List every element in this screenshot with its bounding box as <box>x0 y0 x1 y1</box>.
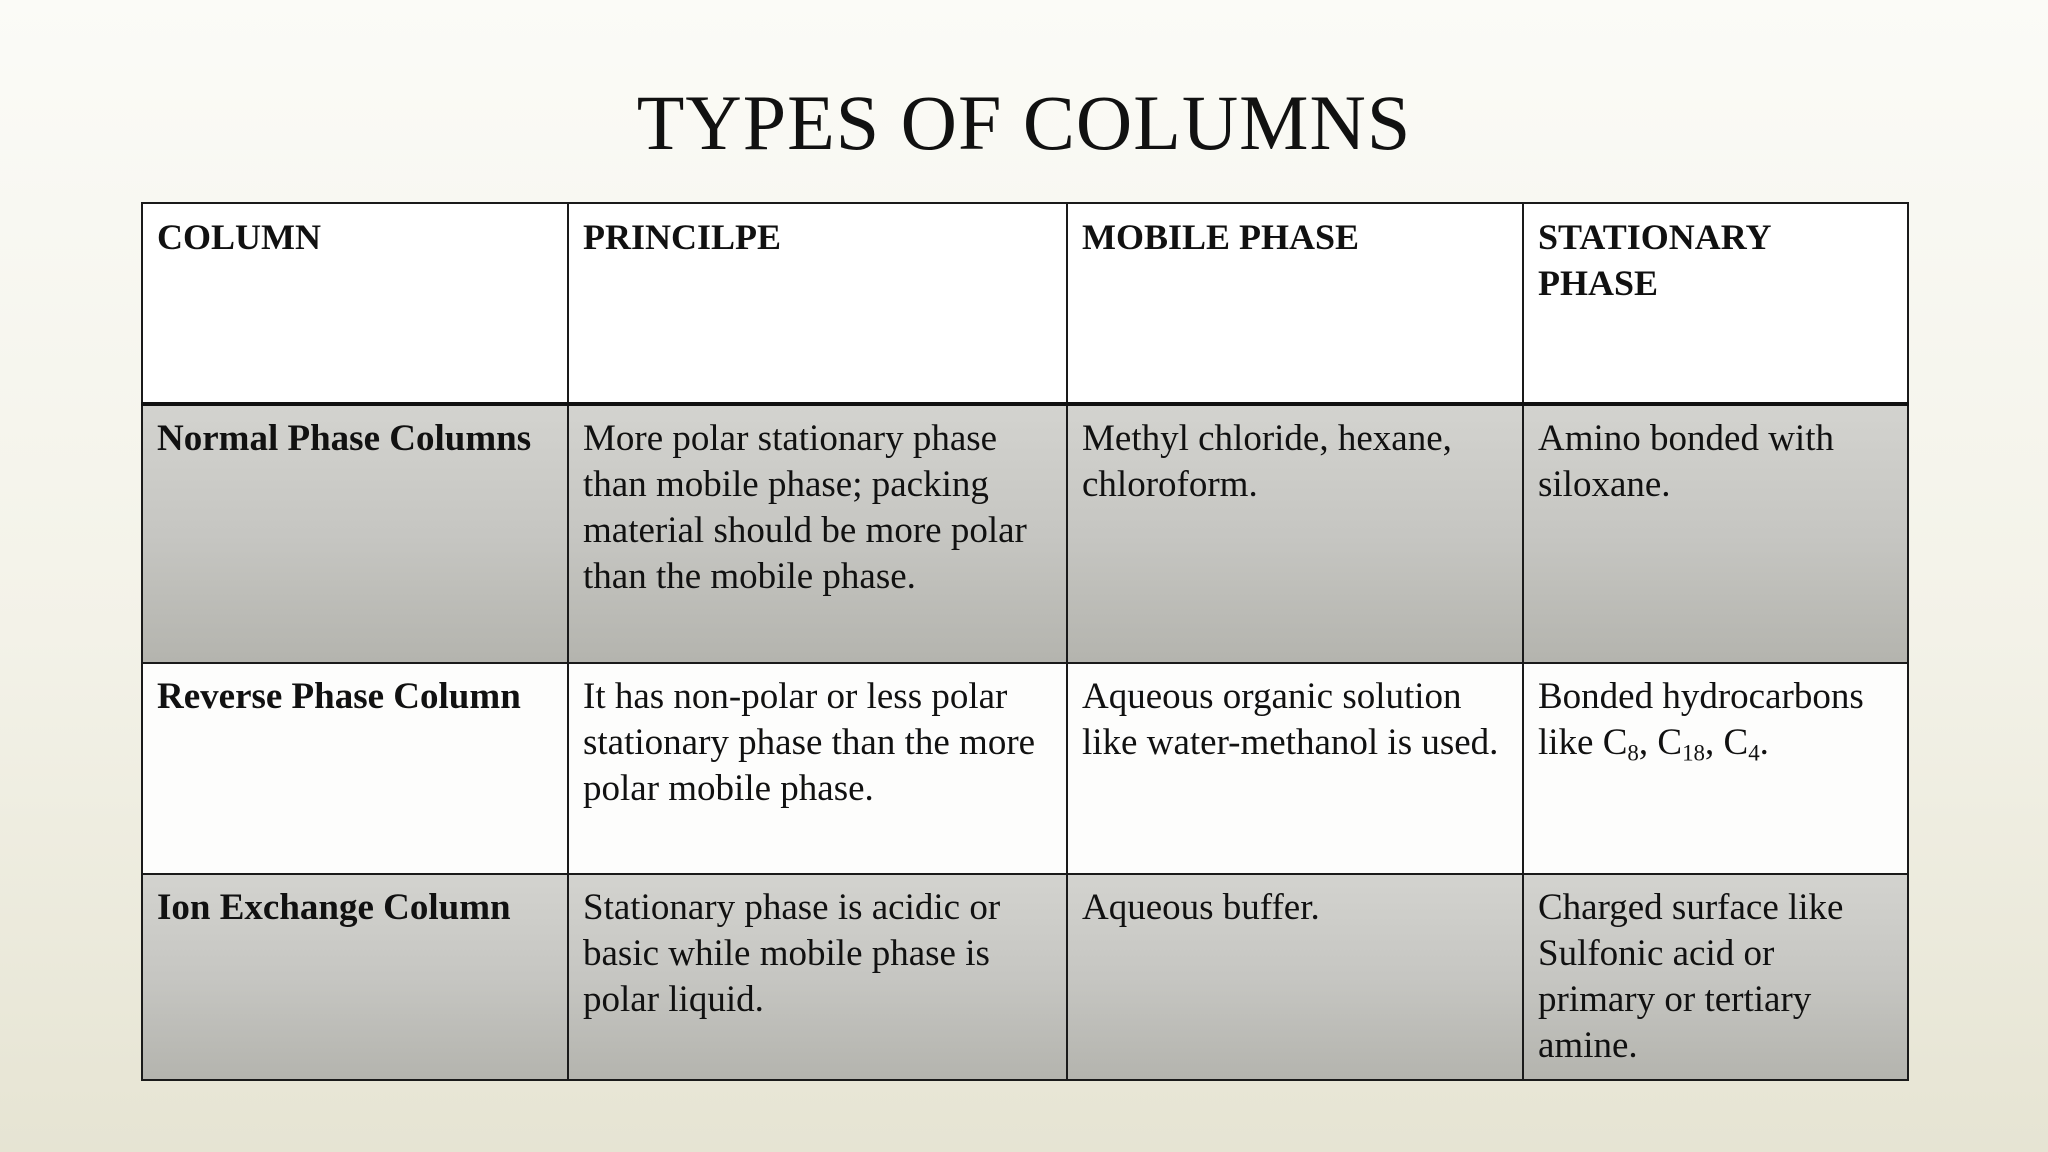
cell-stationary-phase: Amino bonded with siloxane. <box>1523 404 1908 663</box>
header-principle: PRINCILPE <box>568 203 1067 404</box>
cell-mobile-phase: Methyl chloride, hexane, chloroform. <box>1067 404 1523 663</box>
stationary-separator: , C <box>1705 722 1749 763</box>
slide-title: TYPES OF COLUMNS <box>636 79 1412 166</box>
cell-mobile-phase: Aqueous organic solution like water-methanol is used. <box>1067 663 1523 874</box>
subscript-8: 8 <box>1627 740 1639 766</box>
column-types-table <box>141 202 1909 1081</box>
subscript-4: 4 <box>1748 740 1760 766</box>
subscript-18: 18 <box>1682 740 1706 766</box>
cell-principle: Stationary phase is acidic or basic while mobile phase is polar liquid. <box>568 874 1067 1080</box>
table-header-row <box>142 203 1908 404</box>
cell-column-name: Normal Phase Columns <box>142 404 568 663</box>
header-stationary-phase: STATIONARY PHASE <box>1523 203 1908 404</box>
header-column: COLUMN <box>142 203 568 404</box>
cell-column-name: Reverse Phase Column <box>142 663 568 874</box>
stationary-text: Bonded hydrocarbons like C <box>1538 676 1864 763</box>
stationary-suffix: . <box>1759 722 1769 763</box>
table-row <box>142 874 1908 1080</box>
cell-column-name: Ion Exchange Column <box>142 874 568 1080</box>
cell-principle: More polar stationary phase than mobile phase; packing material should be more polar than the mobile phase. <box>568 404 1067 663</box>
cell-stationary-phase: Charged surface like Sulfonic acid or primary or tertiary amine. <box>1523 874 1908 1080</box>
table-row <box>142 404 1908 663</box>
cell-principle: It has non-polar or less polar stationary phase than the more polar mobile phase. <box>568 663 1067 874</box>
cell-mobile-phase: Aqueous buffer. <box>1067 874 1523 1080</box>
header-mobile-phase: MOBILE PHASE <box>1067 203 1523 404</box>
cell-stationary-phase <box>1523 663 1908 874</box>
table-row <box>142 663 1908 874</box>
stationary-separator: , C <box>1638 722 1683 763</box>
